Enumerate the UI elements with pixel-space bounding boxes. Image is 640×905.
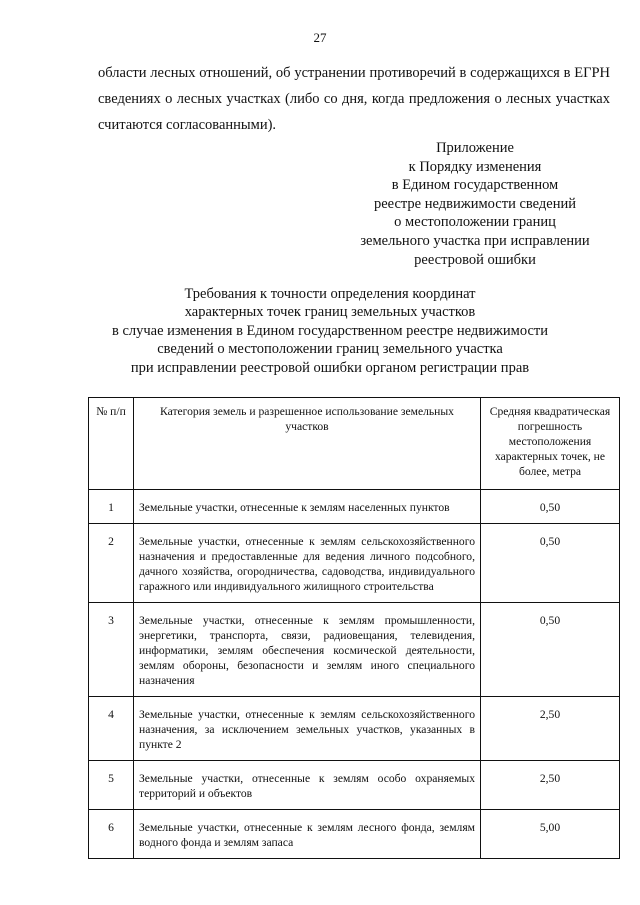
row-category: Земельные участки, отнесенные к землям населенных пунктов (134, 490, 481, 524)
appendix-block (340, 139, 610, 269)
title-line: сведений о местоположении границ земельного участка (157, 341, 503, 358)
row-accuracy: 0,50 (481, 490, 620, 524)
row-accuracy: 5,00 (481, 810, 620, 859)
row-num: 4 (89, 697, 134, 761)
header-category: Категория земель и разрешенное использование земельных участков (134, 398, 481, 490)
appendix-line: реестре недвижимости сведений (374, 195, 576, 212)
title-line: Требования к точности определения координат (184, 286, 476, 302)
header-num: № п/п (89, 398, 134, 490)
row-category: Земельные участки, отнесенные к землям сельскохозяйственного назначения, за исключением земельных участков, указанных в пункте 2 (134, 697, 481, 761)
row-num: 3 (89, 603, 134, 697)
title-line: в случае изменения в Едином государственном реестре недвижимости (111, 322, 549, 339)
row-category: Земельные участки, отнесенные к землям лесного фонда, землям водного фонда и землям запаса (134, 810, 481, 859)
appendix-line: в Едином государственном (391, 177, 559, 194)
appendix-line: о местоположении границ (394, 214, 556, 231)
continuation-paragraph: области лесных отношений, об устранении противоречий в содержащихся в ЕГРН сведениях о лесных участках (либо со дня, когда предложения о лесных участках считаются согласованными). (98, 65, 610, 133)
row-accuracy: 0,50 (481, 524, 620, 603)
table-row (89, 524, 620, 603)
table-row (89, 490, 620, 524)
row-accuracy: 2,50 (481, 761, 620, 810)
document-title (60, 285, 600, 377)
row-num: 1 (89, 490, 134, 524)
row-num: 6 (89, 810, 134, 859)
title-line: при исправлении реестровой ошибки органом регистрации прав (130, 359, 530, 376)
page-number: 27 (313, 30, 327, 45)
row-num: 5 (89, 761, 134, 810)
table-row (89, 603, 620, 697)
row-category: Земельные участки, отнесенные к землям особо охраняемых территорий и объектов (134, 761, 481, 810)
table-row (89, 761, 620, 810)
table-row (89, 810, 620, 859)
title-line: характерных точек границ земельных участков (184, 304, 476, 321)
appendix-line: реестровой ошибки (414, 251, 536, 268)
appendix-line: к Порядку изменения (408, 158, 542, 175)
header-accuracy: Средняя квадратическая погрешность местоположения характерных точек, не более, метра (481, 398, 620, 490)
row-accuracy: 2,50 (481, 697, 620, 761)
row-accuracy: 0,50 (481, 603, 620, 697)
appendix-line: земельного участка при исправлении (360, 232, 590, 249)
table-header-row (89, 398, 620, 490)
appendix-line: Приложение (436, 140, 514, 156)
accuracy-requirements-table (88, 397, 620, 859)
row-num: 2 (89, 524, 134, 603)
row-category: Земельные участки, отнесенные к землям промышленности, энергетики, транспорта, связи, радиовещания, телевидения, информатики, землям обеспечения космической деятельности, землям обороны, безопасности и землям иного специального назначения (134, 603, 481, 697)
table-row (89, 697, 620, 761)
row-category: Земельные участки, отнесенные к землям сельскохозяйственного назначения и предоставленные для ведения личного подсобного, дачного хозяйства, огородничества, садоводства, индивидуального гаражного или индивидуального жилищного строительства (134, 524, 481, 603)
